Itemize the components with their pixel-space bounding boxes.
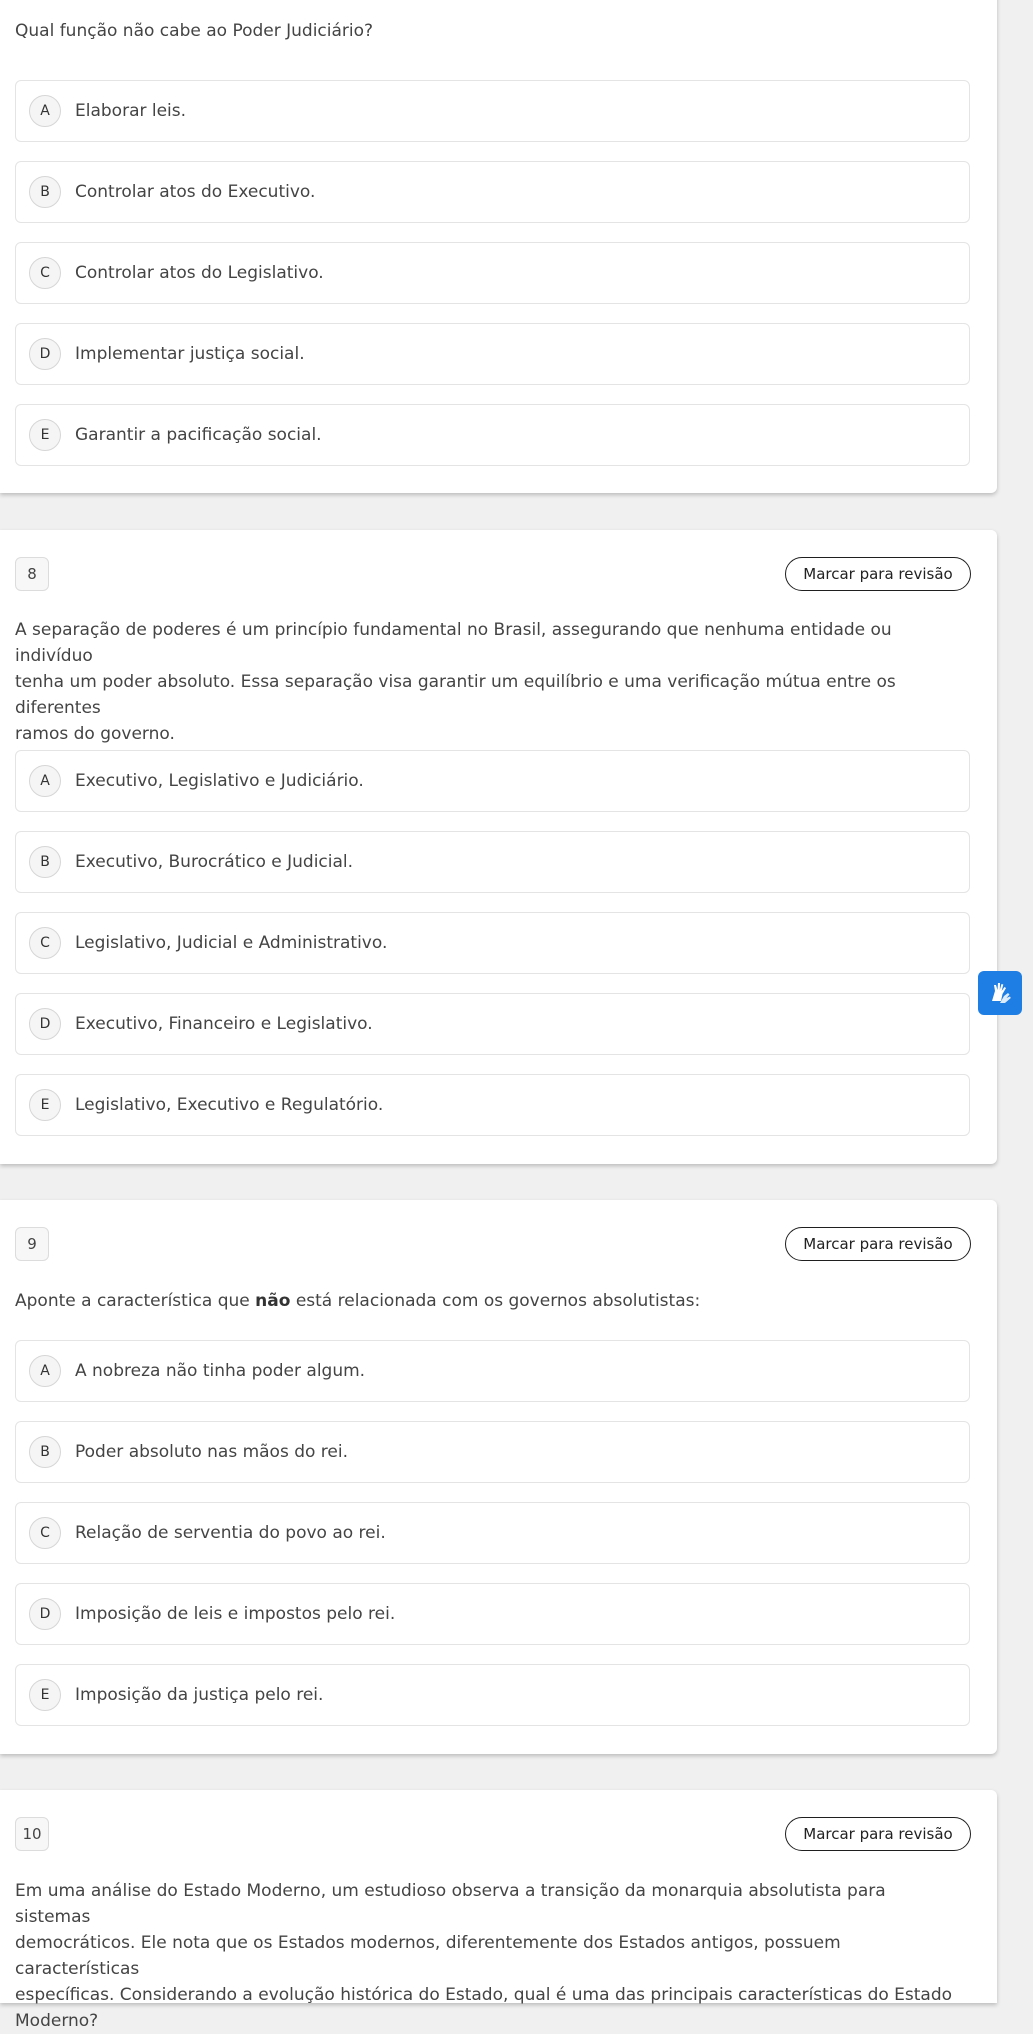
option-letter: E	[29, 1089, 61, 1121]
stem-line: Moderno?	[15, 2011, 99, 2031]
stem-line: ramos do governo.	[15, 724, 175, 744]
option-text: Relação de serventia do povo ao rei.	[75, 1523, 386, 1543]
option-d[interactable]	[15, 323, 970, 385]
stem-line: específicas. Considerando a evolução histórica do Estado, qual é uma das principais características do Estado	[15, 1985, 953, 2005]
option-text: Executivo, Burocrático e Judicial.	[75, 852, 354, 872]
mark-for-review-button[interactable]: Marcar para revisão	[785, 557, 971, 591]
question-card-8	[0, 530, 997, 1164]
option-text: Controlar atos do Legislativo.	[75, 263, 324, 283]
option-letter: B	[29, 176, 61, 208]
question-card-7	[0, 0, 997, 493]
sign-language-hands-icon	[986, 979, 1014, 1007]
option-letter: A	[29, 95, 61, 127]
option-a[interactable]	[15, 1340, 970, 1402]
option-e[interactable]	[15, 404, 970, 466]
option-text: Implementar justiça social.	[75, 344, 305, 364]
option-text: Imposição da justiça pelo rei.	[75, 1685, 324, 1705]
option-letter: C	[29, 927, 61, 959]
option-text: Imposição de leis e impostos pelo rei.	[75, 1604, 396, 1624]
option-c[interactable]	[15, 242, 970, 304]
question-number: 9	[15, 1227, 49, 1261]
option-letter: E	[29, 419, 61, 451]
option-b[interactable]	[15, 831, 970, 893]
option-letter: D	[29, 338, 61, 370]
stem-line: tenha um poder absoluto. Essa separação visa garantir um equilíbrio e uma verificação mútua entre os diferentes	[15, 672, 896, 718]
option-a[interactable]	[15, 80, 970, 142]
option-letter: A	[29, 765, 61, 797]
mark-for-review-button[interactable]: Marcar para revisão	[785, 1227, 971, 1261]
option-letter: D	[29, 1008, 61, 1040]
option-letter: D	[29, 1598, 61, 1630]
option-text: Garantir a pacificação social.	[75, 425, 322, 445]
option-text: Controlar atos do Executivo.	[75, 182, 316, 202]
question-card-10	[0, 1790, 997, 2031]
question-card-9	[0, 1200, 997, 1754]
option-b[interactable]	[15, 1421, 970, 1483]
option-letter: C	[29, 257, 61, 289]
option-e[interactable]	[15, 1664, 970, 1726]
option-c[interactable]	[15, 1502, 970, 1564]
option-text: Executivo, Legislativo e Judiciário.	[75, 771, 364, 791]
option-a[interactable]	[15, 750, 970, 812]
option-text: Poder absoluto nas mãos do rei.	[75, 1442, 349, 1462]
accessibility-widget-button[interactable]	[978, 971, 1022, 1015]
question-stem: Qual função não cabe ao Poder Judiciário?	[15, 21, 374, 41]
option-text: A nobreza não tinha poder algum.	[75, 1361, 366, 1381]
option-text: Legislativo, Executivo e Regulatório.	[75, 1095, 384, 1115]
option-e[interactable]	[15, 1074, 970, 1136]
option-b[interactable]	[15, 161, 970, 223]
stem-text: Aponte a característica que	[15, 1291, 256, 1311]
option-c[interactable]	[15, 912, 970, 974]
option-letter: B	[29, 846, 61, 878]
option-letter: A	[29, 1355, 61, 1387]
question-number: 10	[15, 1817, 49, 1851]
option-d[interactable]	[15, 1583, 970, 1645]
option-text: Executivo, Financeiro e Legislativo.	[75, 1014, 373, 1034]
option-d[interactable]	[15, 993, 970, 1055]
question-number: 8	[15, 557, 49, 591]
stem-line: democráticos. Ele nota que os Estados modernos, diferentemente dos Estados antigos, possuem características	[15, 1933, 841, 1979]
option-letter: C	[29, 1517, 61, 1549]
option-text: Legislativo, Judicial e Administrativo.	[75, 933, 388, 953]
stem-line: Em uma análise do Estado Moderno, um estudioso observa a transição da monarquia absolutista para sistemas	[15, 1881, 886, 1927]
stem-emphasis: não	[255, 1291, 291, 1311]
stem-text: está relacionada com os governos absolutistas:	[290, 1291, 701, 1311]
stem-line: A separação de poderes é um princípio fundamental no Brasil, assegurando que nenhuma entidade ou indivíduo	[15, 620, 892, 666]
question-stem	[15, 1288, 965, 1314]
option-text: Elaborar leis.	[75, 101, 187, 121]
option-letter: B	[29, 1436, 61, 1468]
question-stem	[15, 1878, 965, 2034]
mark-for-review-button[interactable]: Marcar para revisão	[785, 1817, 971, 1851]
option-letter: E	[29, 1679, 61, 1711]
